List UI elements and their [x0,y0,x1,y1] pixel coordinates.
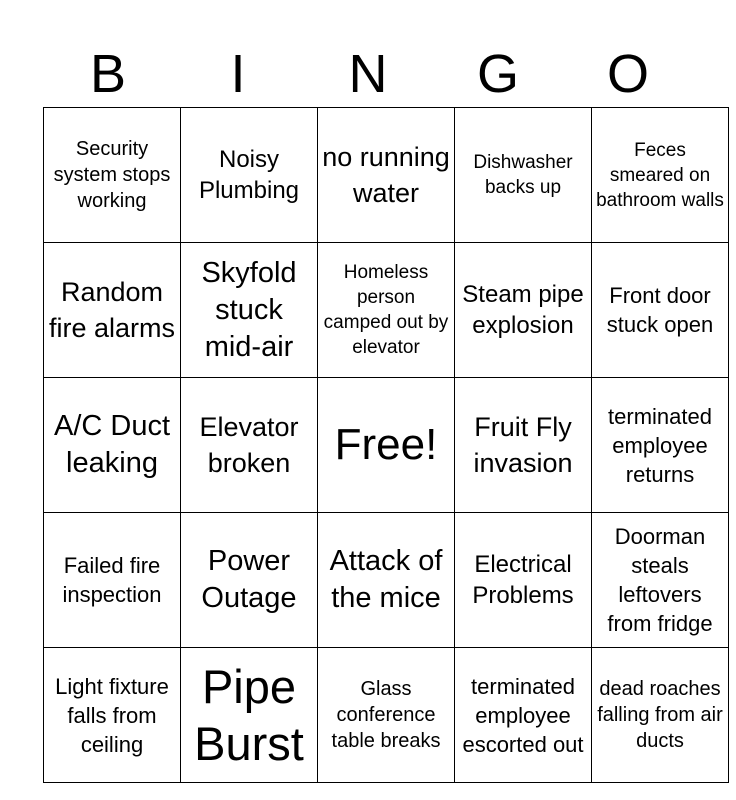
bingo-cell[interactable]: Random fire alarms [44,243,181,378]
header-letter-g: G [476,44,519,104]
bingo-cell[interactable]: Skyfold stuck mid-air [181,243,318,378]
bingo-cell[interactable]: Security system stops working [44,108,181,243]
bingo-cell[interactable]: terminated employee escorted out [455,648,592,783]
free-space[interactable]: Free! [318,378,455,513]
bingo-cell[interactable]: Electrical Problems [455,513,592,648]
bingo-header [43,42,693,106]
bingo-row [44,243,729,378]
bingo-cell[interactable]: Fruit Fly invasion [455,378,592,513]
bingo-cell[interactable]: Pipe Burst [181,648,318,783]
bingo-cell[interactable]: Glass conference table breaks [318,648,455,783]
bingo-cell[interactable]: Dishwasher backs up [455,108,592,243]
bingo-cell[interactable]: terminated employee returns [592,378,729,513]
bingo-row [44,648,729,783]
bingo-cell[interactable]: no running water [318,108,455,243]
bingo-cell[interactable]: Homeless person camped out by elevator [318,243,455,378]
bingo-cell[interactable]: Attack of the mice [318,513,455,648]
bingo-cell[interactable]: Front door stuck open [592,243,729,378]
bingo-row [44,108,729,243]
header-letter-o: O [606,44,649,104]
bingo-cell[interactable]: A/C Duct leaking [44,378,181,513]
bingo-cell[interactable]: Power Outage [181,513,318,648]
bingo-row [44,513,729,648]
bingo-cell[interactable]: dead roaches falling from air ducts [592,648,729,783]
bingo-cell[interactable]: Failed fire inspection [44,513,181,648]
bingo-cell[interactable]: Elevator broken [181,378,318,513]
bingo-cell[interactable]: Feces smeared on bathroom walls [592,108,729,243]
header-letter-i: I [230,44,246,104]
bingo-card-grid [43,107,729,783]
bingo-row [44,378,729,513]
bingo-cell[interactable]: Steam pipe explosion [455,243,592,378]
header-letter-b: B [89,44,127,104]
bingo-cell[interactable]: Light fixture falls from ceiling [44,648,181,783]
bingo-cell[interactable]: Noisy Plumbing [181,108,318,243]
header-letter-n: N [348,44,388,104]
bingo-cell[interactable]: Doorman steals leftovers from fridge [592,513,729,648]
